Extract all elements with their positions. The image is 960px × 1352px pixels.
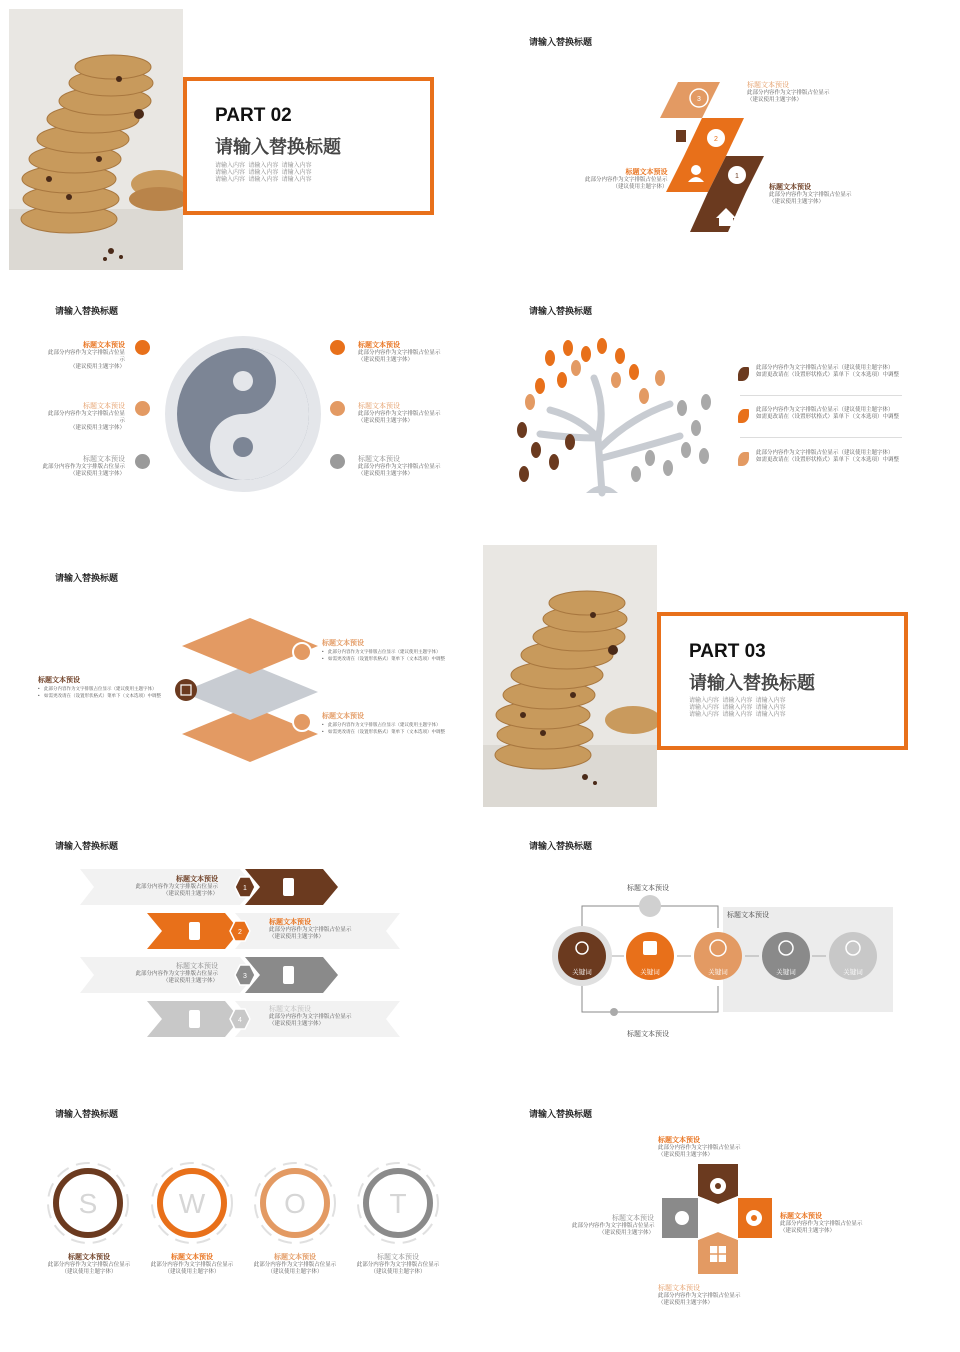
slide-part-03 bbox=[480, 540, 960, 810]
slide-yin-yang bbox=[0, 270, 480, 540]
item-heading: 标题文本预设 bbox=[377, 1254, 419, 1261]
slide-cross-blocks bbox=[480, 1080, 960, 1350]
item-body: 此部分内容作为文字排版占位显示 （建议使用主题字体） bbox=[253, 1262, 337, 1275]
item-body: 此部分内容作为文字排版占位显示 （建议使用主题字体） bbox=[358, 350, 441, 363]
part-number: PART 02 bbox=[215, 105, 292, 126]
yin-yang-graphic bbox=[165, 336, 321, 492]
item-heading: 标题文本预设 bbox=[171, 1254, 213, 1261]
item-body: 此部分内容作为文字排版占位显示 （建议使用主题字体） bbox=[769, 192, 852, 205]
yin-yang-icon bbox=[135, 454, 150, 469]
step-number: 3 bbox=[243, 973, 247, 980]
cookie-photo bbox=[9, 9, 183, 270]
item-heading: 标题文本预设 bbox=[269, 1006, 311, 1013]
step-number: 4 bbox=[238, 1017, 242, 1024]
item-body: 此部分内容作为文字排版占位显示 （建议使用主题字体） bbox=[585, 177, 668, 190]
phone-icon bbox=[283, 966, 294, 984]
item-body: 此部分内容作为文字排版占位显示 （建议使用主题字体） bbox=[658, 1293, 741, 1306]
item-heading: 标题文本预设 bbox=[83, 456, 125, 463]
part-subtext: 请输入内容 请输入内容 请输入内容 请输入内容 请输入内容 请输入内容 请输入内容 请输入内容 请输入内容 bbox=[215, 163, 312, 183]
slide-title: 请输入替换标题 bbox=[55, 1109, 119, 1119]
item-heading: 标题文本预设 bbox=[176, 963, 218, 970]
bottom-label: 标题文本预设 bbox=[627, 1031, 669, 1038]
swot-letter: W bbox=[178, 1188, 206, 1219]
item-body: 此部分内容作为文字排版占位显示 （建议使用主题字体） bbox=[47, 1262, 131, 1275]
item-body: 此部分内容作为文字排版占位显示 （建议使用主题字体） bbox=[269, 927, 352, 940]
slide-keyword-flow bbox=[480, 810, 960, 1080]
item-body: • 此部分内容作为文字排版占位显示（建议使用主题字体） bbox=[322, 648, 467, 655]
leaf-icon bbox=[738, 452, 749, 466]
yin-yang-icon bbox=[330, 401, 345, 416]
yin-yang-icon bbox=[135, 340, 150, 355]
phone-icon bbox=[189, 922, 200, 940]
phone-icon bbox=[189, 1010, 200, 1028]
top-label: 标题文本预设 bbox=[627, 885, 669, 892]
item-body: 此部分内容作为文字排版占位显示 （建议使用主题字体） bbox=[135, 971, 218, 984]
slide-title: 请输入替换标题 bbox=[55, 573, 119, 583]
item-body: 此部分内容作为文字排版占位显示 （建议使用主题字体） bbox=[135, 884, 218, 897]
item-body: 此部分内容作为文字排版占位显示 （建议使用主题字体） bbox=[780, 1221, 863, 1234]
step-number: 1 bbox=[243, 885, 247, 892]
item-body: 此部分内容作为文字排版占位显示 （建议使用主题字体） bbox=[150, 1262, 234, 1275]
cookie-photo bbox=[483, 545, 657, 807]
item-heading: 标题文本预设 bbox=[38, 677, 80, 684]
phone-icon bbox=[283, 878, 294, 896]
item-heading: 标题文本预设 bbox=[83, 403, 125, 410]
slide-title: 请输入替换标题 bbox=[55, 841, 119, 851]
slide-staircase bbox=[480, 0, 960, 270]
item-body: 此部分内容作为文字排版占位显示 （建议使用主题字体） bbox=[658, 1145, 741, 1158]
item-heading: 标题文本预设 bbox=[322, 713, 364, 720]
slide-tree bbox=[480, 270, 960, 540]
slide-swot bbox=[0, 1080, 480, 1350]
item-heading: 标题文本预设 bbox=[68, 1254, 110, 1261]
step-number: 1 bbox=[735, 173, 739, 180]
yin-yang-icon bbox=[330, 454, 345, 469]
keyword-label: 关键词 bbox=[708, 969, 728, 976]
slide-part-02 bbox=[0, 0, 480, 270]
keyword-label: 关键词 bbox=[776, 969, 796, 976]
item-body: 此部分内容作为文字排版占位显示 （建议使用主题字体） bbox=[572, 1223, 655, 1236]
leaf-icon bbox=[738, 367, 749, 381]
item-heading: 标题文本预设 bbox=[358, 403, 400, 410]
item-heading: 标题文本预设 bbox=[658, 1285, 700, 1292]
item-heading: 标题文本预设 bbox=[322, 640, 364, 647]
item-body: 此部分内容作为文字排版占位显示 （建议使用主题字体） bbox=[747, 90, 830, 103]
item-body: • 此部分内容作为文字排版占位显示（建议使用主题字体） bbox=[38, 685, 168, 692]
leaf-icon bbox=[738, 409, 749, 423]
tree-graphic bbox=[510, 338, 720, 498]
item-body: 此部分内容作为文字排版占位显 示 （建议使用主题字体） bbox=[47, 350, 125, 370]
item-heading: 标题文本预设 bbox=[769, 184, 811, 191]
document-icon bbox=[676, 130, 686, 142]
item-body: 此部分内容作为文字排版占位显示 （建议使用主题字体） bbox=[269, 1014, 352, 1027]
item-heading: 标题文本预设 bbox=[780, 1213, 822, 1220]
item-body: 此部分内容作为文字排版占位显示（建议使用主题字体） 如需更改请在（设置形状格式）菜单下（文本选项）中调整 bbox=[756, 365, 900, 378]
item-body: 此部分内容作为文字排版占位显示 （建议使用主题字体） bbox=[358, 464, 441, 477]
step-number: 3 bbox=[697, 96, 701, 103]
item-body: 此部分内容作为文字排版占位显 示 （建议使用主题字体） bbox=[47, 411, 125, 431]
item-body: 此部分内容作为文字排版占位显示 （建议使用主题字体） bbox=[42, 464, 125, 477]
swot-letter: S bbox=[78, 1188, 98, 1219]
item-body: 此部分内容作为文字排版占位显示（建议使用主题字体） 如需更改请在（设置形状格式）菜单下（文本选项）中调整 bbox=[756, 407, 900, 420]
slide-arrow-list bbox=[0, 810, 480, 1080]
layers-graphic bbox=[170, 616, 330, 764]
item-heading: 标题文本预设 bbox=[625, 169, 668, 176]
item-heading: 标题文本预设 bbox=[176, 876, 218, 883]
swot-letter: T bbox=[389, 1188, 407, 1219]
slide-layers bbox=[0, 540, 480, 810]
item-heading: 标题文本预设 bbox=[274, 1254, 316, 1261]
user-icon bbox=[691, 165, 701, 175]
item-body: • 此部分内容作为文字排版占位显示（建议使用主题字体） bbox=[322, 721, 467, 728]
part-title: 请输入替换标题 bbox=[215, 137, 341, 157]
item-heading: 标题文本预设 bbox=[358, 342, 400, 349]
item-body: • 如需更改请在（设置形状格式）菜单下（文本选项）中调整 bbox=[322, 728, 467, 735]
item-body: • 如需更改请在（设置形状格式）菜单下（文本选项）中调整 bbox=[38, 692, 168, 699]
item-body: 此部分内容作为文字排版占位显示（建议使用主题字体） 如需更改请在（设置形状格式）菜单下（文本选项）中调整 bbox=[756, 450, 900, 463]
item-body: 此部分内容作为文字排版占位显示 （建议使用主题字体） bbox=[356, 1262, 440, 1275]
slide-title: 请输入替换标题 bbox=[529, 841, 593, 851]
slide-title: 请输入替换标题 bbox=[55, 306, 119, 316]
keyword-label: 关键词 bbox=[843, 969, 863, 976]
slide-title: 请输入替换标题 bbox=[529, 1109, 593, 1119]
item-body: • 如需更改请在（设置形状格式）菜单下（文本选项）中调整 bbox=[322, 655, 467, 662]
swot-graphic bbox=[45, 1162, 445, 1248]
apple-icon bbox=[675, 1211, 689, 1225]
box-label: 标题文本预设 bbox=[727, 912, 769, 919]
item-heading: 标题文本预设 bbox=[612, 1215, 654, 1222]
part-number: PART 03 bbox=[689, 641, 766, 662]
item-heading: 标题文本预设 bbox=[358, 456, 400, 463]
yin-yang-icon bbox=[135, 401, 150, 416]
step-number: 2 bbox=[714, 136, 718, 143]
slide-title: 请输入替换标题 bbox=[529, 37, 593, 47]
step-number: 2 bbox=[238, 929, 242, 936]
item-heading: 标题文本预设 bbox=[658, 1137, 700, 1144]
item-heading: 标题文本预设 bbox=[83, 342, 125, 349]
item-body: 此部分内容作为文字排版占位显示 （建议使用主题字体） bbox=[358, 411, 441, 424]
keyword-flow-graphic bbox=[540, 890, 900, 1020]
linkedin-icon bbox=[643, 941, 657, 955]
keyword-label: 关键词 bbox=[572, 969, 592, 976]
slide-title: 请输入替换标题 bbox=[529, 306, 593, 316]
part-title: 请输入替换标题 bbox=[689, 673, 815, 693]
item-heading: 标题文本预设 bbox=[747, 82, 789, 89]
swot-letter: O bbox=[284, 1188, 306, 1219]
item-heading: 标题文本预设 bbox=[269, 919, 311, 926]
part-subtext: 请输入内容 请输入内容 请输入内容 请输入内容 请输入内容 请输入内容 请输入内容 请输入内容 请输入内容 bbox=[689, 698, 786, 718]
yin-yang-icon bbox=[330, 340, 345, 355]
keyword-label: 关键词 bbox=[640, 969, 660, 976]
